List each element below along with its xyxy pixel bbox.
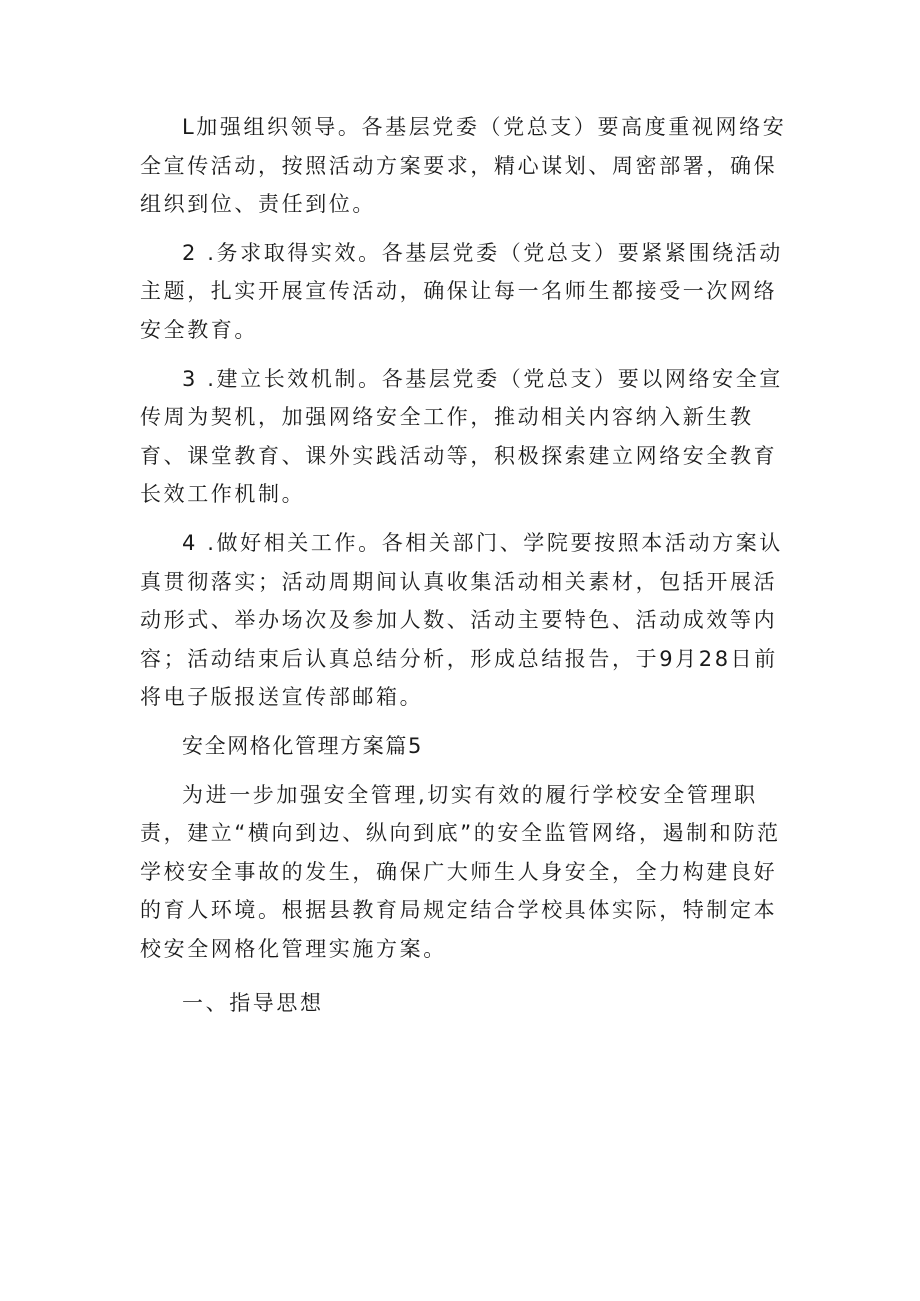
document-heading: 安全网格化管理方案篇5 [182,733,423,758]
paragraph-related-work: 4 .做好相关工作。各相关部门、学院要按照本活动方案认真贯彻落实；活动周期间认真收集活动相关素材，包括开展活动形式、举办场次及参加人数、活动主要特色、活动成效等内容；活动结束后认真总结分析，形成总结报告，于9月28日前将电子版报送宣传部邮箱。 [140,530,783,710]
document-body [140,108,800,1023]
paragraph-long-term-mechanism: 3 .建立长效机制。各基层党委（党总支）要以网络安全宣传周为契机，加强网络安全工作，推动相关内容纳入新生教育、课堂教育、课外实践活动等，积极探索建立网络安全教育长效工作机制。 [140,366,783,507]
section-title: 一、指导思想 [182,991,324,1016]
paragraph-organization-leadership: L加强组织领导。各基层党委（党总支）要高度重视网络安全宣传活动，按照活动方案要求，精心谋划、周密部署，确保组织到位、责任到位。 [140,115,787,217]
paragraph-practical-results: 2 .务求取得实效。各基层党委（党总支）要紧紧围绕活动主题，扎实开展宣传活动，确保让每一名师生都接受一次网络安全教育。 [140,240,783,342]
paragraph-intro: 为进一步加强安全管理,切实有效的履行学校安全管理职责，建立“横向到边、纵向到底”的安全监管网络，遏制和防范学校安全事故的发生，确保广大师生人身安全，全力构建良好的育人环境。根据县教育局规定结合学校具体实际，特制定本校安全网格化管理实施方案。 [140,782,781,961]
